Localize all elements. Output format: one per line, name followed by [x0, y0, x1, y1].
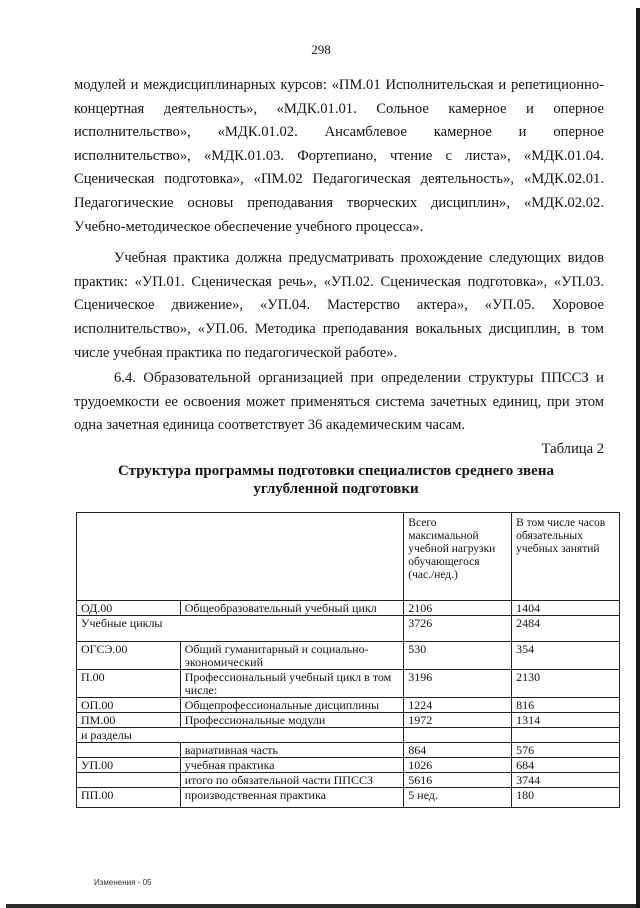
row-name: учебная практика	[180, 758, 404, 773]
header-total-load: Всего максимальной учебной нагрузки обучающегося (час./нед.)	[404, 513, 512, 601]
row-req: 816	[512, 698, 620, 713]
row-merged-label: Учебные циклы	[77, 616, 404, 642]
row-code: ПП.00	[77, 788, 181, 808]
row-code: ОГСЭ.00	[77, 642, 181, 670]
row-merged-label: и разделы	[77, 728, 404, 743]
row-name: Общеобразовательный учебный цикл	[180, 601, 404, 616]
row-req: 3744	[512, 773, 620, 788]
row-max: 530	[404, 642, 512, 670]
page-number: 298	[311, 42, 331, 57]
body-text	[74, 74, 604, 462]
row-name: Профессиональные модули	[180, 713, 404, 728]
row-code: УП.00	[77, 758, 181, 773]
table-label: Таблица 2	[541, 440, 604, 457]
row-max: 5616	[404, 773, 512, 788]
row-req	[512, 728, 620, 743]
table-row	[77, 788, 620, 808]
row-code	[77, 773, 181, 788]
row-req: 180	[512, 788, 620, 808]
row-req: 684	[512, 758, 620, 773]
row-req: 354	[512, 642, 620, 670]
row-max: 1972	[404, 713, 512, 728]
row-code: ОП.00	[77, 698, 181, 713]
row-code: П.00	[77, 670, 181, 698]
row-name: Общепрофессиональные дисциплины	[180, 698, 404, 713]
row-name: вариативная часть	[180, 743, 404, 758]
row-max: 864	[404, 743, 512, 758]
document-page	[6, 8, 636, 904]
table-row	[77, 713, 620, 728]
table-title	[96, 462, 576, 498]
table-row	[77, 758, 620, 773]
table-row	[77, 670, 620, 698]
row-max: 5 нед.	[404, 788, 512, 808]
table-row	[77, 728, 620, 743]
table-row	[77, 642, 620, 670]
header-required-hours: В том числе часов обязательных учебных занятий	[512, 513, 620, 601]
paragraph-modules: модулей и междисциплинарных курсов: «ПМ.01 Исполнительская и репетиционно-концертная деятельность», «МДК.01.01. Сольное камерное и оперное исполнительство», «МДК.01.02. Ансамблевое камерное и оперное исполнительство», «МДК.01.03. Фортепиано, чтение с листа», «МДК.01.04. Сценическая подготовка», «ПМ.02 Педагогическая деятельность», «МДК.02.01. Педагогические основы преподавания творческих дисциплин», «МДК.02.02. Учебно-методическое обеспечение учебного процесса».	[74, 77, 604, 235]
row-name: Профессиональный учебный цикл в том числе:	[180, 670, 404, 698]
table-row	[77, 616, 620, 642]
table-row	[77, 698, 620, 713]
row-name: итого по обязательной части ППССЗ	[180, 773, 404, 788]
table-row	[77, 773, 620, 788]
footer-note: Изменения - 05	[94, 878, 152, 887]
row-req: 2130	[512, 670, 620, 698]
row-code: ПМ.00	[77, 713, 181, 728]
row-max: 1224	[404, 698, 512, 713]
header-empty-cell	[77, 513, 404, 601]
row-req: 1314	[512, 713, 620, 728]
table-header-row	[77, 513, 620, 601]
row-name: производственная практика	[180, 788, 404, 808]
table-row	[77, 743, 620, 758]
row-req: 1404	[512, 601, 620, 616]
row-max: 2106	[404, 601, 512, 616]
table-title-line1: Структура программы подготовки специалистов среднего звена	[118, 463, 554, 479]
row-req: 576	[512, 743, 620, 758]
row-max: 3196	[404, 670, 512, 698]
paragraph-practice: Учебная практика должна предусматривать прохождение следующих видов практик: «УП.01. Сценическая речь», «УП.02. Сценическая подготовка», «УП.03. Сценическое движение», «УП.04. Мастерство актера», «УП.05. Хоровое исполнительство», «УП.06. Методика преподавания вокальных дисциплин, в том числе учебная практика по педагогической работе».	[74, 250, 604, 361]
table-title-line2: углубленной подготовки	[253, 481, 419, 497]
row-max	[404, 728, 512, 743]
row-req: 2484	[512, 616, 620, 642]
row-code: ОД.00	[77, 601, 181, 616]
row-max: 1026	[404, 758, 512, 773]
paragraph-credits: 6.4. Образовательной организацией при определении структуры ППССЗ и трудоемкости ее освоения может применяться система зачетных единиц, при этом одна зачетная единица соответствует 36 академическим часам.	[74, 370, 604, 434]
table-row	[77, 601, 620, 616]
row-name: Общий гуманитарный и социально-экономический	[180, 642, 404, 670]
structure-table	[76, 512, 620, 808]
row-code	[77, 743, 181, 758]
row-max: 3726	[404, 616, 512, 642]
